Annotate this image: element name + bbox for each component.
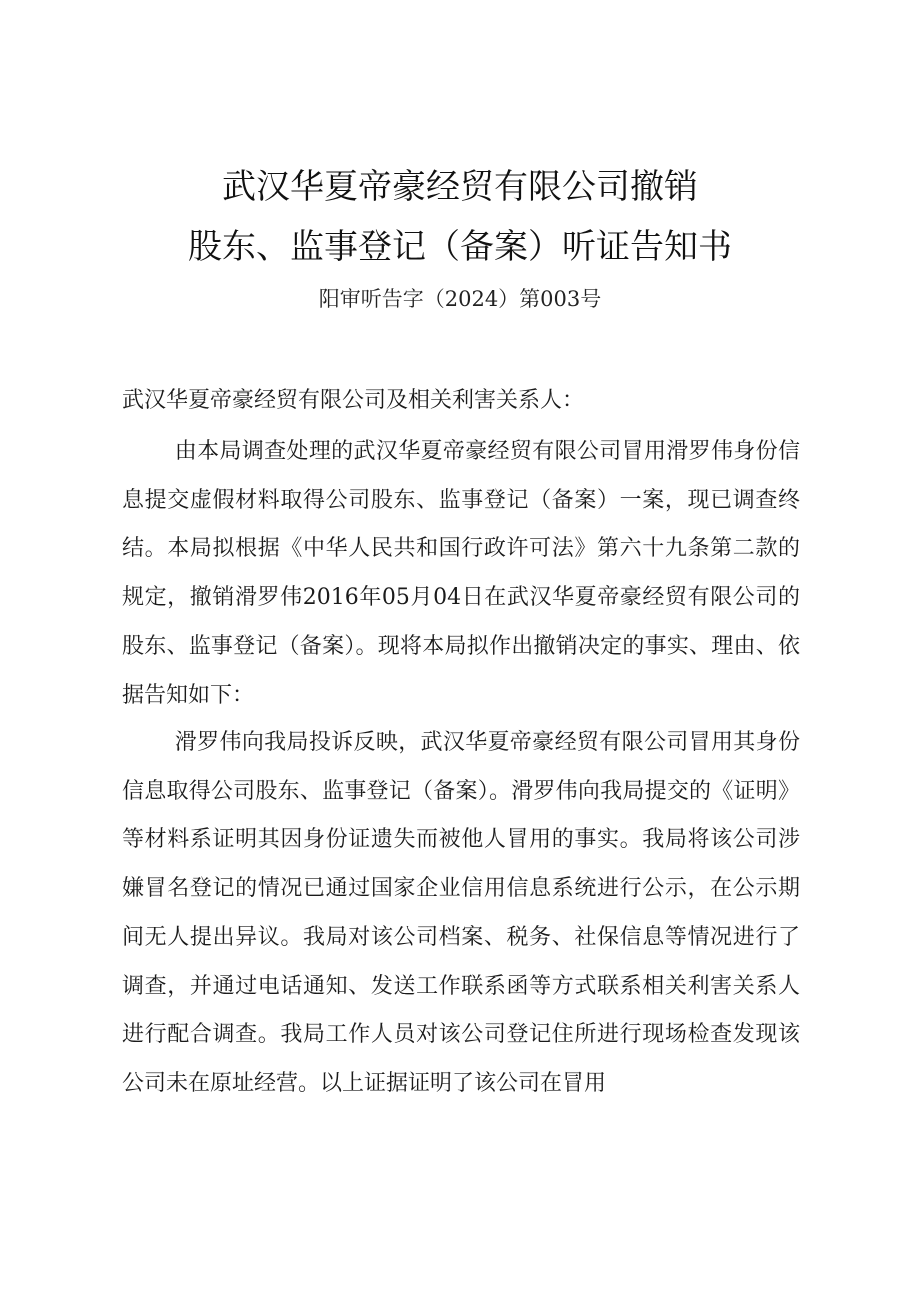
document-title-line-1: 武汉华夏帝豪经贸有限公司撤销 <box>222 167 698 207</box>
document-number: 阳审听告字（2024）第003号 <box>318 287 602 311</box>
body-paragraph-1: 由本局调查处理的武汉华夏帝豪经贸有限公司冒用滑罗伟身份信息提交虚假材料取得公司股东、监事登记（备案）一案，现已调查终结。本局拟根据《中华人民共和国行政许可法》第六十九条第二款的规定，撤销滑罗伟2016年05月04日在武汉华夏帝豪经贸有限公司的股东、监事登记（备案）。现将本局拟作出撤销决定的事实、理由、依据告知如下： <box>122 439 800 708</box>
addressee: 武汉华夏帝豪经贸有限公司及相关利害关系人： <box>122 388 585 413</box>
body-paragraph-2: 滑罗伟向我局投诉反映，武汉华夏帝豪经贸有限公司冒用其身份信息取得公司股东、监事登记（备案）。滑罗伟向我局提交的《证明》等材料系证明其因身份证遗失而被他人冒用的事实。我局将该公司涉嫌冒名登记的情况已通过国家企业信用信息系统进行公示，在公示期间无人提出异议。我局对该公司档案、税务、社保信息等情况进行了调查，并通过电话通知、发送工作联系函等方式联系相关利害关系人进行配合调查。我局工作人员对该公司登记住所进行现场检查发现该公司未在原址经营。以上证据证明了该公司在冒用 <box>122 730 800 1096</box>
document-title-line-2: 股东、监事登记（备案）听证告知书 <box>188 227 732 267</box>
